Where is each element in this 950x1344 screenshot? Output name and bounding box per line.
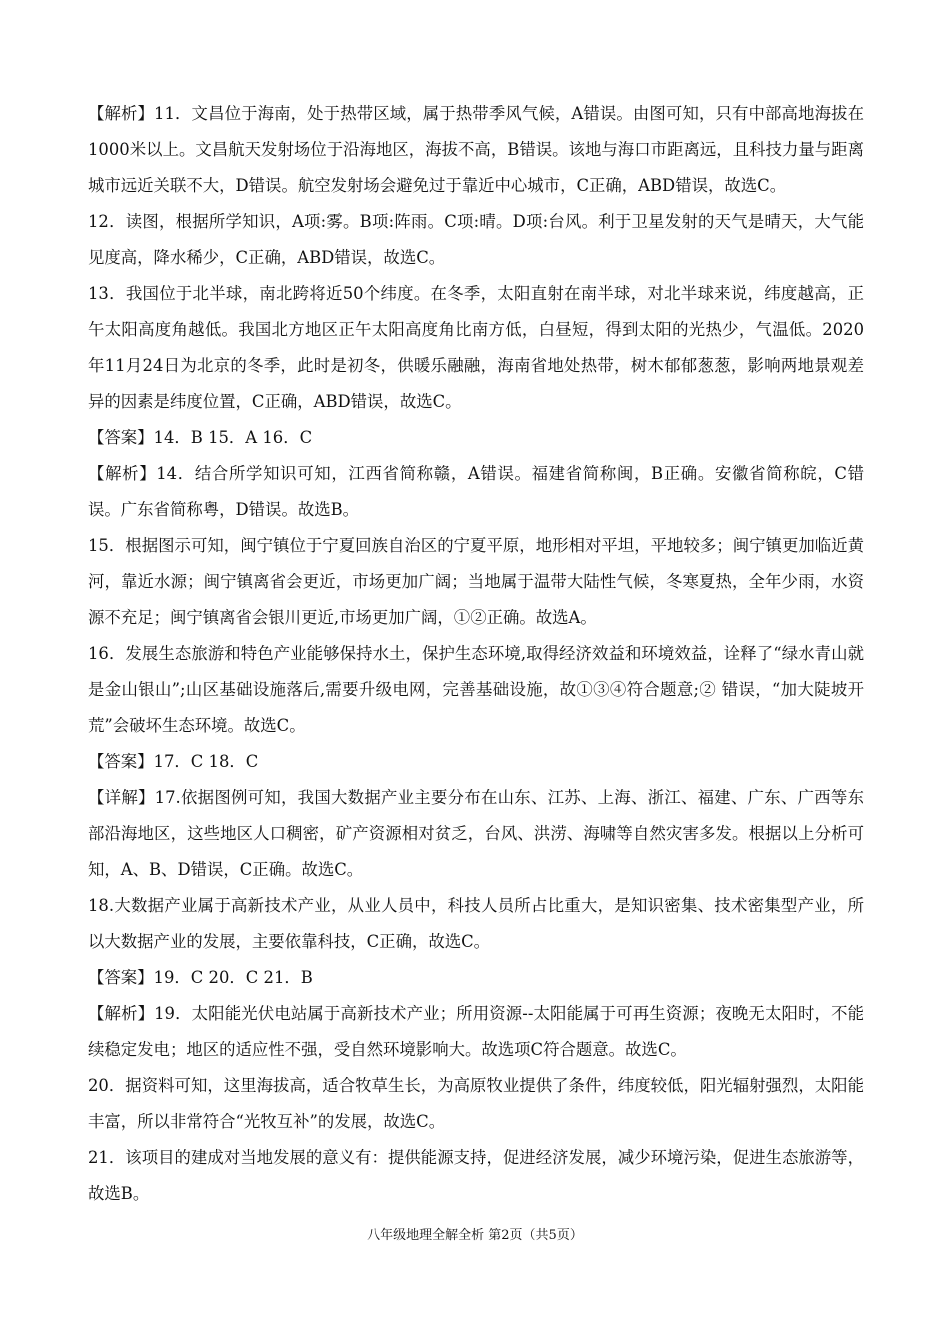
paragraph-analysis-18: 18.大数据产业属于高新技术产业，从业人员中，科技人员所占比重大，是知识密集、技术密集型产业，所以大数据产业的发展，主要依靠科技，C正确，故选C。	[88, 896, 864, 951]
paragraph-analysis-14: 【解析】14．结合所学知识可知，江西省简称赣，A错误。福建省简称闽，B正确。安徽省简称皖，C错误。广东省简称粤，D错误。故选B。	[88, 464, 864, 519]
paragraph-answer-19-21: 【答案】19．C 20．C 21．B	[88, 968, 313, 987]
paragraph-answer-17-18: 【答案】17．C 18．C	[88, 752, 259, 771]
answer-analysis-body	[88, 96, 864, 1212]
paragraph-analysis-21: 21．该项目的建成对当地发展的意义有：提供能源支持，促进经济发展，减少环境污染，促进生态旅游等，故选B。	[88, 1148, 864, 1203]
paragraph-analysis-16: 16．发展生态旅游和特色产业能够保持水土，保护生态环境,取得经济效益和环境效益，诠释了“绿水青山就是金山银山”;山区基础设施落后,需要升级电网，完善基础设施，故①③④符合题意;② 错误，“加大陡坡开荒”会破坏生态环境。故选C。	[88, 644, 864, 735]
paragraph-analysis-15: 15．根据图示可知，闽宁镇位于宁夏回族自治区的宁夏平原，地形相对平坦，平地较多；闽宁镇更加临近黄河，靠近水源；闽宁镇离省会更近，市场更加广阔；当地属于温带大陆性气候，冬寒夏热，全年少雨，水资源不充足；闽宁镇离省会银川更近,市场更加广阔，①②正确。故选A。	[88, 536, 864, 627]
paragraph-analysis-19: 【解析】19．太阳能光伏电站属于高新技术产业；所用资源--太阳能属于可再生资源；夜晚无太阳时，不能续稳定发电；地区的适应性不强，受自然环境影响大。故选项C符合题意。故选C。	[88, 1004, 864, 1059]
paragraph-analysis-13: 13．我国位于北半球，南北跨将近50个纬度。在冬季，太阳直射在南半球，对北半球来说，纬度越高，正午太阳高度角越低。我国北方地区正午太阳高度角比南方低，白昼短，得到太阳的光热少，气温低。2020年11月24日为北京的冬季，此时是初冬，供暖乐融融，海南省地处热带，树木郁郁葱葱，影响两地景观差异的因素是纬度位置，C正确，ABD错误，故选C。	[88, 284, 864, 411]
paragraph-analysis-12: 12．读图，根据所学知识，A项:雾。B项:阵雨。C项:晴。D项:台风。利于卫星发射的天气是晴天，大气能见度高，降水稀少，C正确，ABD错误，故选C。	[88, 212, 864, 267]
paragraph-analysis-11: 【解析】11．文昌位于海南，处于热带区域，属于热带季风气候，A错误。由图可知，只有中部高地海拔在1000米以上。文昌航天发射场位于沿海地区，海拔不高，B错误。该地与海口市距离远，且科技力量与距离城市远近关联不大，D错误。航空发射场会避免过于靠近中心城市，C正确，ABD错误，故选C。	[88, 104, 864, 195]
paragraph-answer-14-16: 【答案】14．B 15．A 16．C	[88, 428, 313, 447]
page-footer: 八年级地理全解全析 第2页（共5页）	[367, 1228, 583, 1243]
paragraph-analysis-20: 20．据资料可知，这里海拔高，适合牧草生长，为高原牧业提供了条件，纬度较低，阳光辐射强烈，太阳能丰富，所以非常符合“光牧互补”的发展，故选C。	[88, 1076, 864, 1131]
paragraph-detail-17: 【详解】17.依据图例可知，我国大数据产业主要分布在山东、江苏、上海、浙江、福建、广东、广西等东部沿海地区，这些地区人口稠密，矿产资源相对贫乏，台风、洪涝、海啸等自然灾害多发。根据以上分析可知，A、B、D错误，C正确。故选C。	[88, 788, 864, 879]
